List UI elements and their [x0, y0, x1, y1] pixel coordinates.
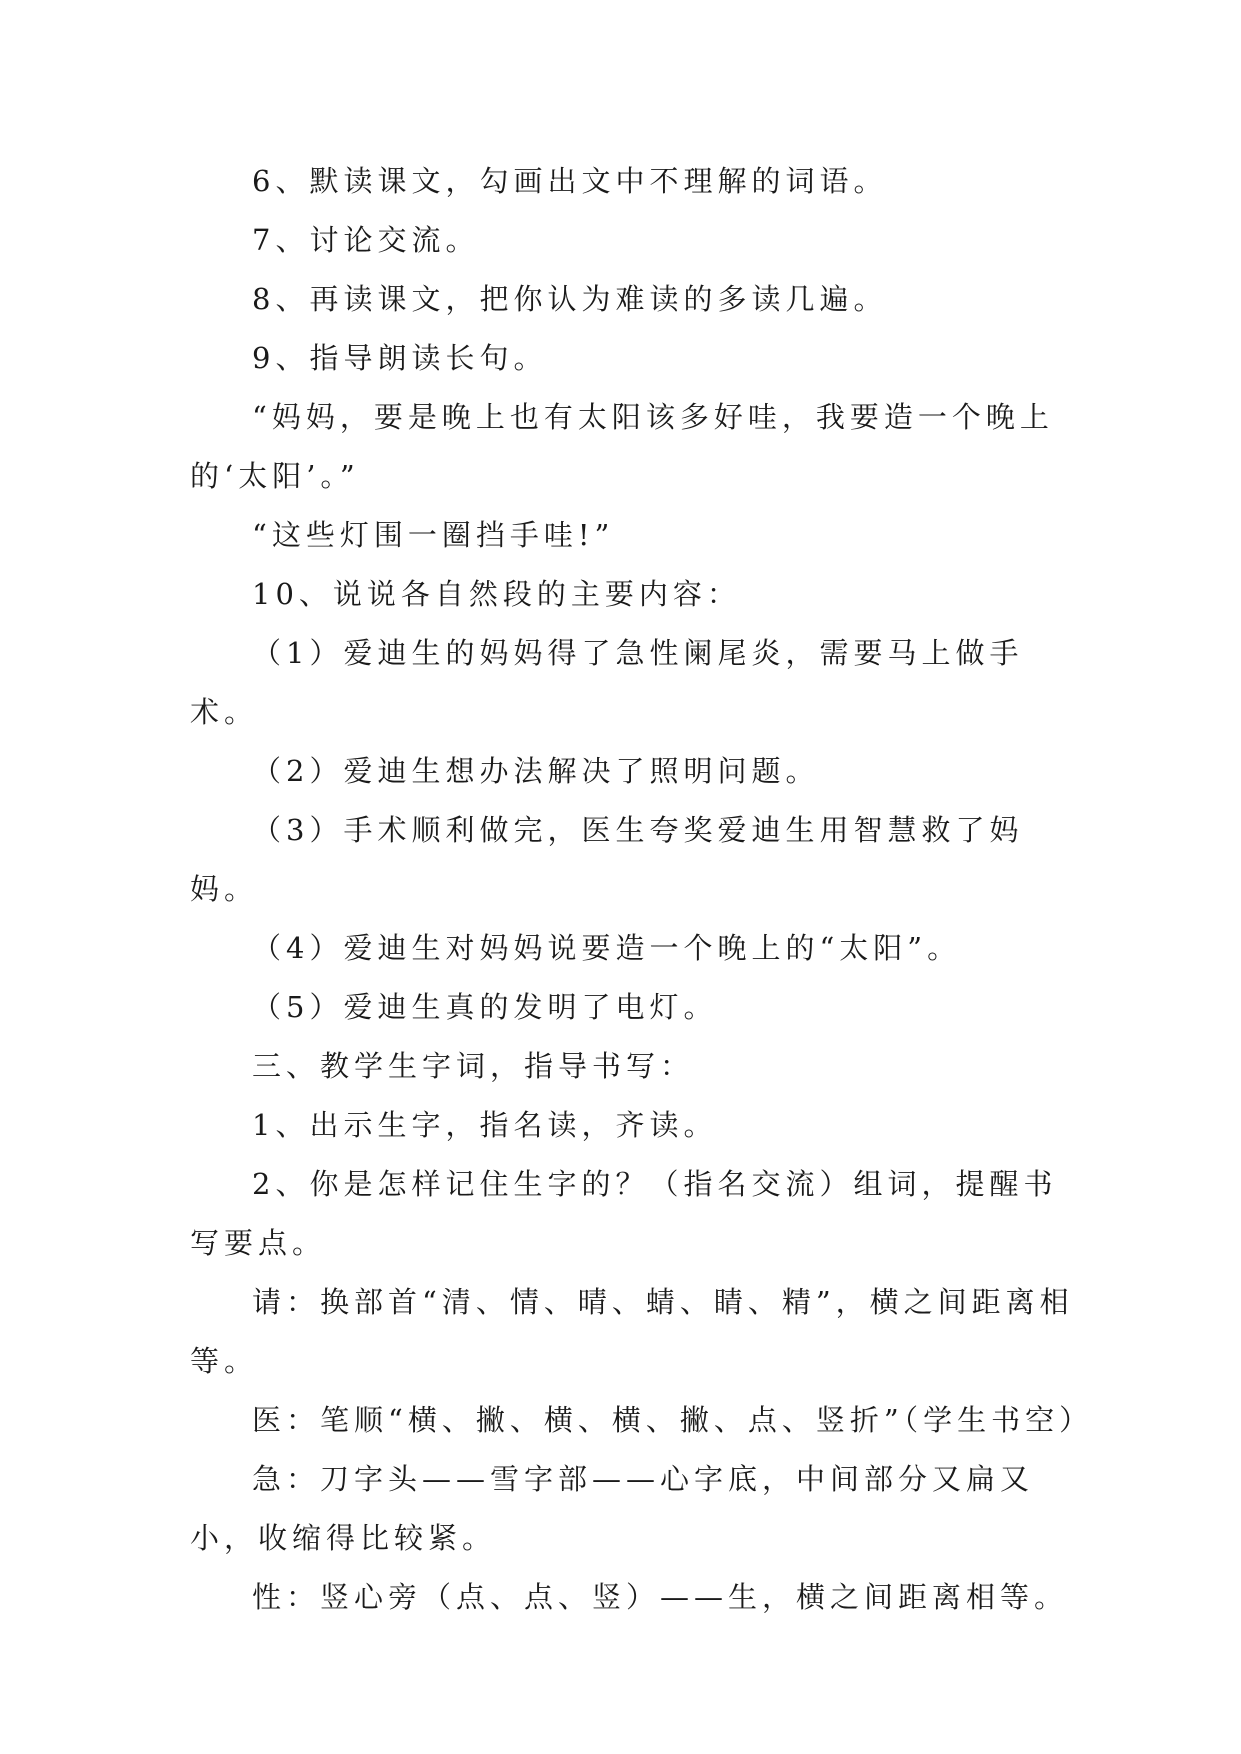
paragraph-summary-4: （4）爱迪生对妈妈说要造一个晚上的“太阳”。	[252, 931, 962, 965]
paragraph-char-qing: 请：换部首“清、情、晴、蜻、睛、精”，横之间距离相等。	[190, 1285, 1074, 1378]
document-body	[190, 152, 1094, 1627]
paragraph-step-9: 9、指导朗读长句。	[252, 341, 548, 375]
paragraph-step-8: 8、再读课文，把你认为难读的多读几遍。	[252, 282, 888, 316]
paragraph-char-xing: 性：竖心旁（点、点、竖）——生，横之间距离相等。	[252, 1580, 1069, 1614]
paragraph-step-7: 7、讨论交流。	[252, 223, 480, 257]
paragraph-summary-3: （3）手术顺利做完，医生夸奖爱迪生用智慧救了妈妈。	[190, 813, 1024, 906]
paragraph-section-3-heading: 三、教学生字词，指导书写：	[252, 1049, 695, 1083]
paragraph-step-6: 6、默读课文，勾画出文中不理解的词语。	[252, 164, 888, 198]
paragraph-summary-1: （1）爱迪生的妈妈得了急性阑尾炎，需要马上做手术。	[190, 636, 1024, 729]
paragraph-char-ji: 急：刀字头——雪字部——心字底，中间部分又扁又小，收缩得比较紧。	[190, 1462, 1035, 1555]
paragraph-summary-5: （5）爱迪生真的发明了电灯。	[252, 990, 718, 1024]
paragraph-quote-2: “这些灯围一圈挡手哇!”	[252, 518, 615, 552]
paragraph-step-10: 10、说说各自然段的主要内容：	[252, 577, 741, 611]
paragraph-char-yi: 医：笔顺“横、撇、横、横、撇、点、竖折”（学生书空）	[252, 1403, 1094, 1437]
paragraph-quote-1: “妈妈，要是晚上也有太阳该多好哇，我要造一个晚上的‘太阳’。”	[190, 400, 1054, 493]
paragraph-section-3-step-2: 2、你是怎样记住生字的？（指名交流）组词，提醒书写要点。	[190, 1167, 1058, 1260]
paragraph-section-3-step-1: 1、出示生字，指名读，齐读。	[252, 1108, 718, 1142]
paragraph-summary-2: （2）爱迪生想办法解决了照明问题。	[252, 754, 820, 788]
